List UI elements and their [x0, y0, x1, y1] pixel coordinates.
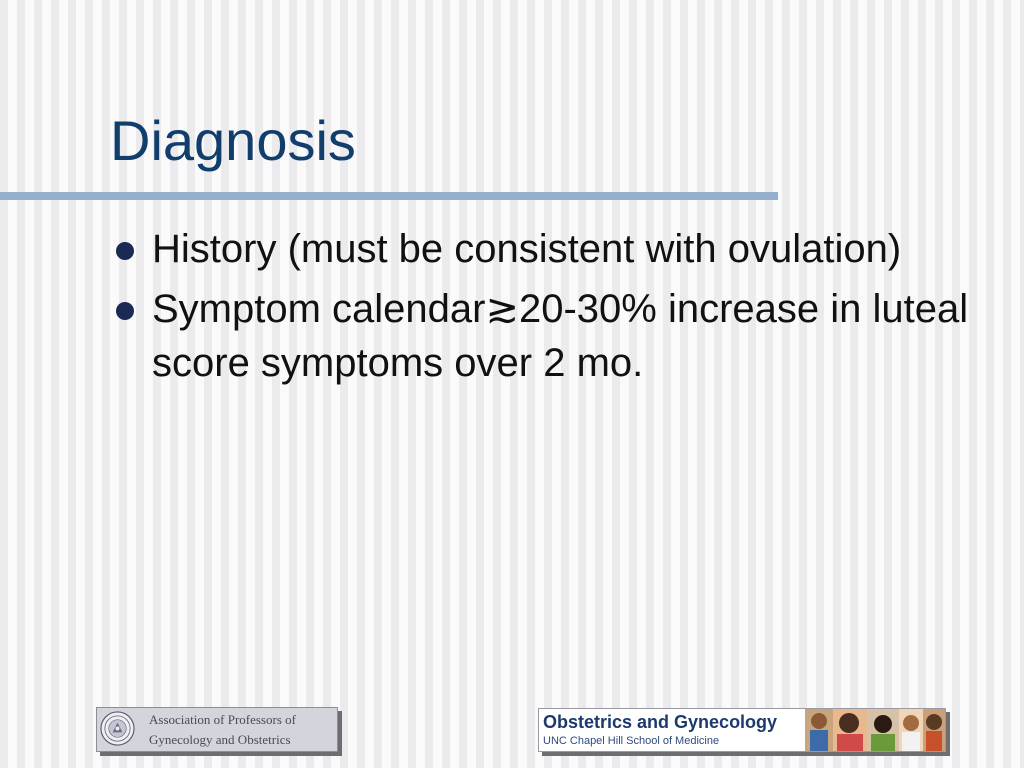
obgyn-title: Obstetrics and Gynecology: [543, 712, 778, 732]
bullet-text: History (must be consistent with ovulation): [152, 227, 902, 271]
seal-icon: [100, 711, 135, 746]
bullet-text: Symptom calendar≳20-30% increase in luteal score symptoms over 2 mo.: [152, 287, 969, 385]
family-photos: [805, 709, 945, 751]
unc-obgyn-logo: [538, 708, 946, 752]
obgyn-subtitle: UNC Chapel Hill School of Medicine: [543, 735, 720, 747]
bullet-item-symptom-calendar: [116, 282, 976, 390]
bullet-dot-icon: [116, 302, 134, 320]
apgo-line-1: Association of Professors of: [149, 712, 296, 727]
slide-title: Diagnosis: [110, 109, 356, 172]
apgo-logo: [96, 707, 338, 752]
apgo-name: [149, 710, 296, 750]
bullet-item-history: [116, 222, 976, 276]
bullet-dot-icon: [116, 242, 134, 260]
apgo-line-2: Gynecology and Obstetrics: [149, 732, 291, 747]
title-underline: [0, 192, 778, 200]
bullet-list: [116, 222, 976, 396]
